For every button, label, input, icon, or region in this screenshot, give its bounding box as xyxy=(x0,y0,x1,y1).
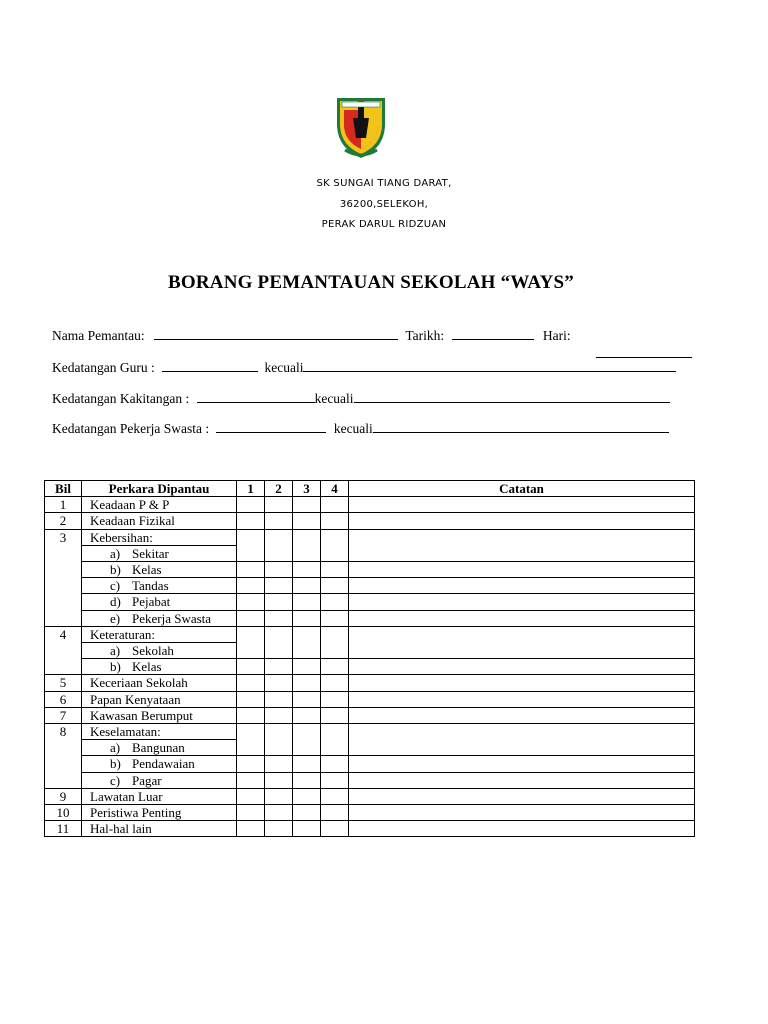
cell-catatan[interactable] xyxy=(349,610,695,626)
cell-catatan[interactable] xyxy=(349,626,695,658)
table-subrow xyxy=(45,756,695,772)
cell-rating-1[interactable] xyxy=(237,691,265,707)
cell-rating-4[interactable] xyxy=(321,675,349,691)
label-kedatangan-kakitangan: Kedatangan Kakitangan : xyxy=(52,391,190,406)
cell-rating-2[interactable] xyxy=(265,691,293,707)
school-state: PERAK DARUL RIDZUAN xyxy=(321,219,447,230)
cell-catatan[interactable] xyxy=(349,513,695,529)
table-row xyxy=(45,626,695,642)
cell-rating-4[interactable] xyxy=(321,578,349,594)
cell-subitem xyxy=(82,740,237,756)
cell-rating-1[interactable] xyxy=(237,626,265,658)
table-subrow xyxy=(45,610,695,626)
cell-rating-4[interactable] xyxy=(321,659,349,675)
cell-rating-2[interactable] xyxy=(265,772,293,788)
cell-rating-4[interactable] xyxy=(321,513,349,529)
field-kecuali-kakitangan[interactable] xyxy=(354,391,670,403)
cell-perkara: Lawatan Luar xyxy=(82,788,237,804)
row-nama-pemantau xyxy=(52,328,571,344)
cell-bil: 4 xyxy=(45,626,82,675)
cell-rating-4[interactable] xyxy=(321,610,349,626)
cell-perkara: Kawasan Berumput xyxy=(82,707,237,723)
subitem-letter: e) xyxy=(110,610,121,626)
cell-rating-4[interactable] xyxy=(321,788,349,804)
cell-bil: 7 xyxy=(45,707,82,723)
cell-rating-1[interactable] xyxy=(237,578,265,594)
cell-rating-1[interactable] xyxy=(237,675,265,691)
field-kedatangan-kakitangan[interactable] xyxy=(197,391,315,403)
subitem-letter: b) xyxy=(110,659,121,675)
cell-bil: 9 xyxy=(45,788,82,804)
cell-perkara: Kebersihan: xyxy=(82,529,237,545)
cell-perkara: Keadaan P & P xyxy=(82,497,237,513)
subitem-label: Kelas xyxy=(132,659,162,675)
field-kecuali-guru[interactable] xyxy=(303,360,676,372)
field-hari[interactable] xyxy=(596,346,692,358)
cell-catatan[interactable] xyxy=(349,578,695,594)
cell-bil: 2 xyxy=(45,513,82,529)
cell-rating-4[interactable] xyxy=(321,821,349,837)
table-row xyxy=(45,675,695,691)
cell-rating-2[interactable] xyxy=(265,529,293,561)
subitem-label: Pendawaian xyxy=(132,756,195,772)
cell-rating-1[interactable] xyxy=(237,724,265,756)
cell-rating-2[interactable] xyxy=(265,659,293,675)
subitem-label: Pejabat xyxy=(132,594,171,610)
cell-subitem xyxy=(82,772,237,788)
cell-rating-2[interactable] xyxy=(265,594,293,610)
subitem-label: Sekolah xyxy=(132,643,174,659)
header-perkara-dipantau: Perkara Dipantau xyxy=(82,481,237,497)
cell-rating-2[interactable] xyxy=(265,675,293,691)
cell-perkara: Keceriaan Sekolah xyxy=(82,675,237,691)
label-tarikh: Tarikh: xyxy=(405,328,445,343)
subitem-letter: d) xyxy=(110,594,121,610)
cell-rating-4[interactable] xyxy=(321,626,349,658)
cell-rating-4[interactable] xyxy=(321,756,349,772)
label-nama-pemantau: Nama Pemantau: xyxy=(52,328,145,343)
cell-rating-3[interactable] xyxy=(293,529,321,561)
table-subrow xyxy=(45,578,695,594)
cell-subitem xyxy=(82,545,237,561)
table-row xyxy=(45,513,695,529)
cell-rating-2[interactable] xyxy=(265,578,293,594)
subitem-label: Kelas xyxy=(132,562,162,578)
field-kedatangan-guru[interactable] xyxy=(162,360,258,372)
cell-perkara: Papan Kenyataan xyxy=(82,691,237,707)
label-kecuali-kakitangan: kecuali xyxy=(314,391,354,406)
cell-catatan[interactable] xyxy=(349,821,695,837)
cell-rating-3[interactable] xyxy=(293,659,321,675)
header-bil: Bil xyxy=(45,481,82,497)
cell-rating-1[interactable] xyxy=(237,513,265,529)
cell-catatan[interactable] xyxy=(349,529,695,561)
cell-rating-3[interactable] xyxy=(293,513,321,529)
cell-rating-1[interactable] xyxy=(237,772,265,788)
cell-rating-2[interactable] xyxy=(265,821,293,837)
cell-rating-2[interactable] xyxy=(265,497,293,513)
table-row xyxy=(45,497,695,513)
cell-rating-2[interactable] xyxy=(265,610,293,626)
cell-rating-1[interactable] xyxy=(237,594,265,610)
cell-subitem xyxy=(82,562,237,578)
table-row xyxy=(45,724,695,740)
cell-rating-4[interactable] xyxy=(321,805,349,821)
cell-rating-3[interactable] xyxy=(293,724,321,756)
cell-rating-1[interactable] xyxy=(237,562,265,578)
header-rating-2: 2 xyxy=(265,481,293,497)
table-row xyxy=(45,707,695,723)
cell-rating-4[interactable] xyxy=(321,724,349,756)
cell-rating-3[interactable] xyxy=(293,626,321,658)
cell-rating-4[interactable] xyxy=(321,707,349,723)
cell-rating-4[interactable] xyxy=(321,497,349,513)
label-hari: Hari: xyxy=(542,328,571,343)
cell-rating-4[interactable] xyxy=(321,562,349,578)
subitem-label: Sekitar xyxy=(132,545,169,561)
table-subrow xyxy=(45,562,695,578)
row-kedatangan-pekerja-swasta xyxy=(52,421,669,437)
cell-rating-1[interactable] xyxy=(237,805,265,821)
cell-catatan[interactable] xyxy=(349,788,695,804)
cell-subitem xyxy=(82,643,237,659)
cell-rating-3[interactable] xyxy=(293,578,321,594)
cell-rating-3[interactable] xyxy=(293,707,321,723)
cell-bil: 5 xyxy=(45,675,82,691)
cell-rating-2[interactable] xyxy=(265,788,293,804)
cell-rating-3[interactable] xyxy=(293,594,321,610)
cell-rating-1[interactable] xyxy=(237,529,265,561)
header-rating-3: 3 xyxy=(293,481,321,497)
cell-rating-1[interactable] xyxy=(237,821,265,837)
table-header-row xyxy=(45,481,695,497)
cell-rating-1[interactable] xyxy=(237,610,265,626)
table-subrow xyxy=(45,772,695,788)
label-kedatangan-pekerja-swasta: Kedatangan Pekerja Swasta : xyxy=(52,421,210,436)
cell-rating-2[interactable] xyxy=(265,707,293,723)
cell-perkara: Hal-hal lain xyxy=(82,821,237,837)
subitem-letter: c) xyxy=(110,772,121,788)
subitem-letter: a) xyxy=(110,740,121,756)
label-kedatangan-guru: Kedatangan Guru : xyxy=(52,360,155,375)
cell-bil: 3 xyxy=(45,529,82,626)
cell-rating-1[interactable] xyxy=(237,756,265,772)
cell-rating-3[interactable] xyxy=(293,805,321,821)
cell-rating-3[interactable] xyxy=(293,772,321,788)
header-catatan: Catatan xyxy=(349,481,695,497)
cell-rating-3[interactable] xyxy=(293,497,321,513)
cell-rating-4[interactable] xyxy=(321,691,349,707)
subitem-label: Tandas xyxy=(132,578,169,594)
cell-subitem xyxy=(82,594,237,610)
cell-perkara: Keselamatan: xyxy=(82,724,237,740)
cell-subitem xyxy=(82,610,237,626)
cell-catatan[interactable] xyxy=(349,772,695,788)
cell-catatan[interactable] xyxy=(349,724,695,756)
school-crest-logo xyxy=(333,94,389,162)
cell-rating-4[interactable] xyxy=(321,772,349,788)
cell-bil: 8 xyxy=(45,724,82,789)
subitem-letter: a) xyxy=(110,643,121,659)
cell-rating-3[interactable] xyxy=(293,821,321,837)
cell-rating-2[interactable] xyxy=(265,626,293,658)
table-row xyxy=(45,788,695,804)
cell-rating-3[interactable] xyxy=(293,562,321,578)
subitem-label: Bangunan xyxy=(132,740,185,756)
cell-catatan[interactable] xyxy=(349,675,695,691)
cell-rating-3[interactable] xyxy=(293,756,321,772)
cell-bil: 10 xyxy=(45,805,82,821)
subitem-letter: a) xyxy=(110,545,121,561)
cell-rating-4[interactable] xyxy=(321,529,349,561)
school-postcode-town: 36200,SELEKOH, xyxy=(339,199,429,210)
subitem-label: Pekerja Swasta xyxy=(132,610,212,626)
cell-rating-3[interactable] xyxy=(293,788,321,804)
subitem-letter: b) xyxy=(110,756,121,772)
cell-rating-1[interactable] xyxy=(237,659,265,675)
cell-subitem xyxy=(82,578,237,594)
header-rating-4: 4 xyxy=(321,481,349,497)
cell-perkara: Keadaan Fizikal xyxy=(82,513,237,529)
cell-catatan[interactable] xyxy=(349,691,695,707)
cell-bil: 11 xyxy=(45,821,82,837)
cell-perkara: Peristiwa Penting xyxy=(82,805,237,821)
cell-rating-1[interactable] xyxy=(237,707,265,723)
cell-rating-2[interactable] xyxy=(265,513,293,529)
cell-rating-2[interactable] xyxy=(265,756,293,772)
label-kecuali-pekerja-swasta: kecuali xyxy=(333,421,373,436)
cell-bil: 1 xyxy=(45,497,82,513)
cell-rating-4[interactable] xyxy=(321,594,349,610)
table-row xyxy=(45,821,695,837)
cell-rating-3[interactable] xyxy=(293,675,321,691)
cell-perkara: Keteraturan: xyxy=(82,626,237,642)
cell-rating-3[interactable] xyxy=(293,610,321,626)
monitoring-checklist-table xyxy=(44,480,695,837)
field-kedatangan-pekerja-swasta[interactable] xyxy=(216,421,326,433)
cell-rating-2[interactable] xyxy=(265,805,293,821)
cell-rating-2[interactable] xyxy=(265,562,293,578)
header-rating-1: 1 xyxy=(237,481,265,497)
table-subrow xyxy=(45,594,695,610)
cell-subitem xyxy=(82,659,237,675)
cell-catatan[interactable] xyxy=(349,707,695,723)
cell-rating-1[interactable] xyxy=(237,497,265,513)
table-row xyxy=(45,805,695,821)
subitem-letter: c) xyxy=(110,578,121,594)
row-kedatangan-guru xyxy=(52,360,676,376)
cell-catatan[interactable] xyxy=(349,497,695,513)
table-subrow xyxy=(45,659,695,675)
row-kedatangan-kakitangan xyxy=(52,391,670,407)
cell-catatan[interactable] xyxy=(349,594,695,610)
field-nama-pemantau[interactable] xyxy=(154,328,398,340)
field-tarikh[interactable] xyxy=(452,328,534,340)
cell-subitem xyxy=(82,756,237,772)
cell-rating-1[interactable] xyxy=(237,788,265,804)
cell-catatan[interactable] xyxy=(349,562,695,578)
table-row xyxy=(45,529,695,545)
field-kecuali-pekerja-swasta[interactable] xyxy=(373,421,669,433)
cell-rating-2[interactable] xyxy=(265,724,293,756)
subitem-letter: b) xyxy=(110,562,121,578)
cell-rating-3[interactable] xyxy=(293,691,321,707)
cell-catatan[interactable] xyxy=(349,659,695,675)
table-row xyxy=(45,691,695,707)
cell-catatan[interactable] xyxy=(349,756,695,772)
school-name: SK SUNGAI TIANG DARAT, xyxy=(316,178,452,189)
form-title: BORANG PEMANTAUAN SEKOLAH “WAYS” xyxy=(168,272,574,293)
subitem-label: Pagar xyxy=(132,772,162,788)
cell-bil: 6 xyxy=(45,691,82,707)
cell-catatan[interactable] xyxy=(349,805,695,821)
label-kecuali-guru: kecuali xyxy=(264,360,304,375)
